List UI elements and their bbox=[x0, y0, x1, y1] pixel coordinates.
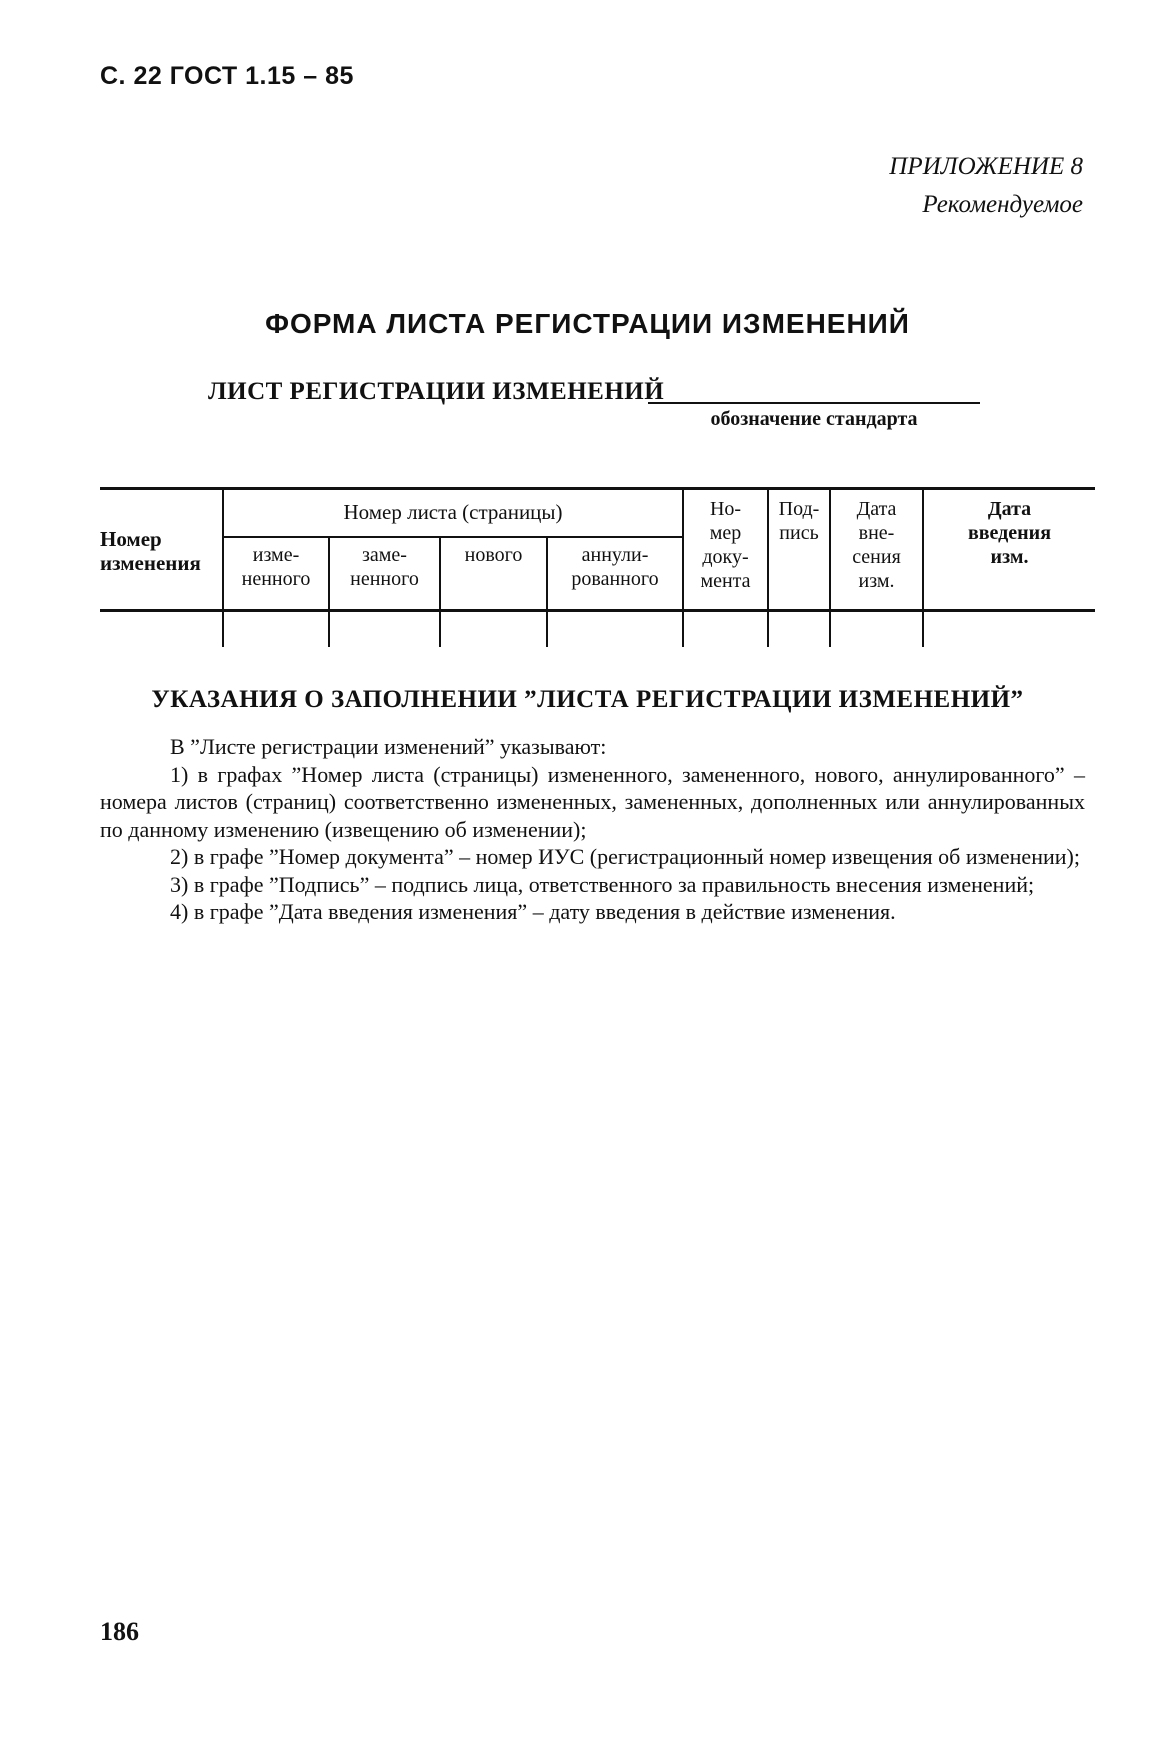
header-entry-date: Дата вне- сения изм. bbox=[852, 498, 901, 592]
page-number: 186 bbox=[100, 1617, 139, 1646]
header-signature: Под- пись bbox=[778, 498, 820, 544]
sheet-title: ЛИСТ РЕГИСТРАЦИИ ИЗМЕНЕНИЙ bbox=[208, 378, 665, 405]
appendix-status: Рекомендуемое bbox=[922, 191, 1083, 218]
form-title: ФОРМА ЛИСТА РЕГИСТРАЦИИ ИЗМЕНЕНИЙ bbox=[265, 308, 910, 339]
header-sheet-number-group: Номер листа (страницы) bbox=[343, 500, 563, 524]
header-effective-date: Дата введения изм. bbox=[967, 498, 1052, 568]
instruction-item: 4) в графе ”Дата введения изменения” – дату введения в действие изменения. bbox=[170, 899, 896, 924]
instruction-item: 1) в графах ”Номер листа (страницы) измененного, замененного, нового, аннулированного” – номера листов (страниц) соответственно измененных, замененных, дополненных или аннулированных по данному изменению (извещению об изменении); bbox=[100, 761, 1085, 842]
appendix-block bbox=[889, 148, 1083, 224]
header-annulled-sheet: аннули- рованного bbox=[571, 544, 659, 590]
instructions-body bbox=[100, 733, 1085, 926]
instruction-item: 3) в графе ”Подпись” – подпись лица, ответственного за правильность внесения изменений; bbox=[170, 871, 1035, 897]
designation-caption: обозначение стандарта bbox=[710, 408, 918, 430]
appendix-title: ПРИЛОЖЕНИЕ 8 bbox=[889, 153, 1083, 180]
table-header-bottom-rule bbox=[100, 609, 1095, 612]
designation-underline bbox=[648, 402, 980, 404]
table-top-rule bbox=[100, 487, 1095, 490]
header-changed-sheet: изме- ненного bbox=[241, 544, 311, 590]
instructions-title: УКАЗАНИЯ О ЗАПОЛНЕНИИ ”ЛИСТА РЕГИСТРАЦИИ ИЗМЕНЕНИЙ” bbox=[151, 686, 1024, 713]
registration-table bbox=[100, 487, 1095, 647]
instructions-intro: В ”Листе регистрации изменений” указывают: bbox=[170, 734, 607, 759]
instruction-item: 2) в графе ”Номер документа” – номер ИУС (регистрационный номер извещения об изменении); bbox=[170, 844, 1080, 869]
standard-page-code: С. 22 ГОСТ 1.15 – 85 bbox=[100, 62, 354, 90]
header-replaced-sheet: заме- ненного bbox=[350, 544, 419, 590]
header-document-number: Но- мер доку- мента bbox=[700, 498, 751, 592]
header-change-number: Номер изменения bbox=[100, 527, 201, 575]
header-new-sheet: нового bbox=[464, 544, 523, 566]
table-subheader-rule bbox=[222, 536, 682, 538]
